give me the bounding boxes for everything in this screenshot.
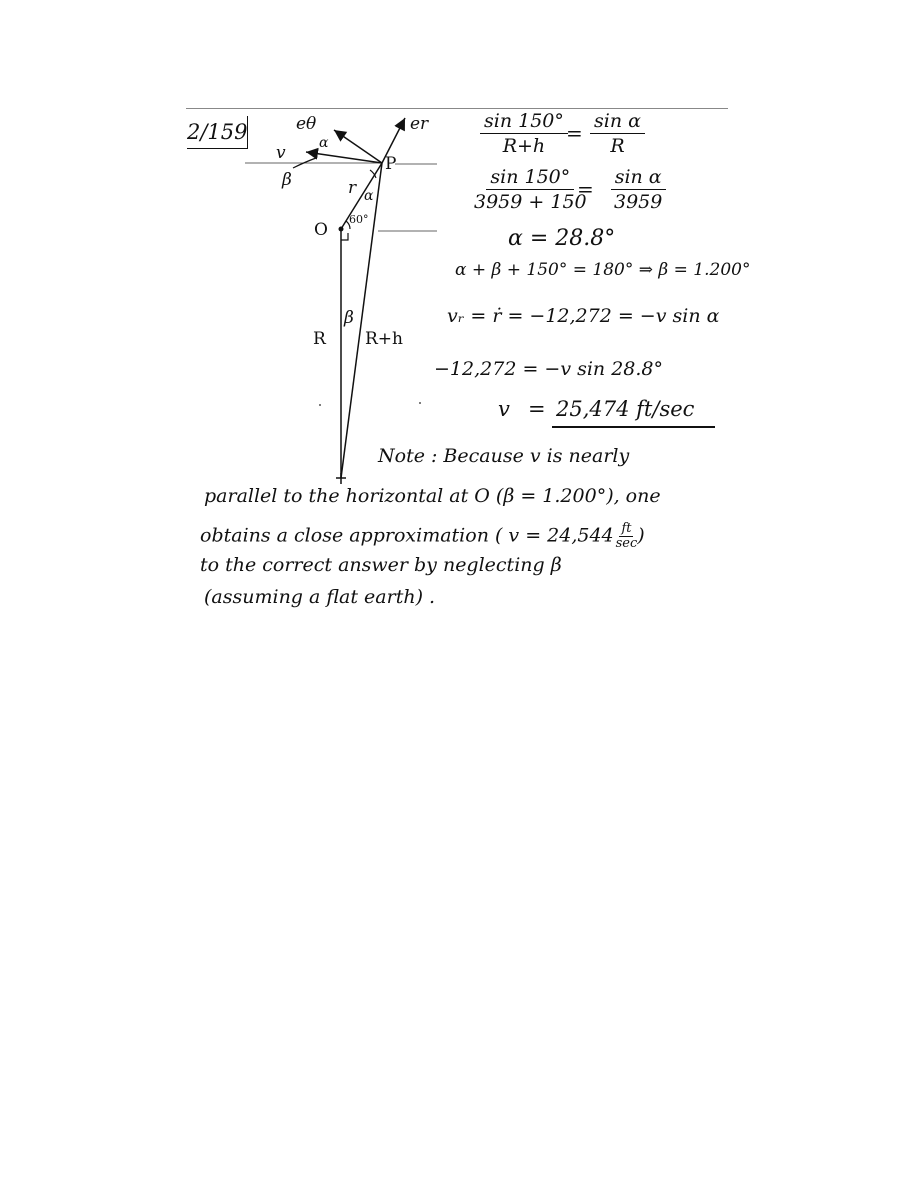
label-p: P: [385, 154, 397, 174]
e-theta-vector: [334, 130, 382, 163]
label-alpha-mid: α: [364, 188, 374, 204]
ratio2-left: [470, 165, 591, 214]
label-alpha-top: α: [319, 135, 329, 151]
label-o: O: [314, 220, 328, 240]
note-line-3-close: ): [637, 524, 645, 547]
answer-underline: [552, 426, 715, 428]
ratio2-right: [610, 165, 666, 214]
label-beta-mid: β: [344, 308, 354, 328]
ratio2-right-num: sin α: [611, 165, 666, 190]
label-beta-top: β: [282, 170, 292, 190]
ratio2-left-den: 3959 + 150: [474, 191, 587, 213]
label-r: r: [348, 178, 357, 198]
label-60-deg: 60°: [349, 213, 369, 226]
label-e-r: er: [410, 114, 429, 134]
ratio2-right-den: 3959: [614, 191, 663, 213]
note-line-1: Note : Because v is nearly: [378, 445, 630, 467]
note-line-5: (assuming a flat earth) .: [204, 586, 436, 608]
answer-value: 25,474 ft/sec: [556, 397, 695, 421]
speck: [419, 402, 421, 404]
ratio1-left-den: R+h: [502, 135, 546, 157]
ratio1-right-den: R: [610, 135, 625, 157]
answer-equals: =: [528, 397, 546, 421]
answer-lhs: v: [498, 397, 510, 421]
label-R-plus-h: R+h: [365, 329, 403, 349]
vr-eq: vᵣ = ṙ = −12,272 = −v sin α: [447, 305, 720, 327]
fraction-den: sec: [615, 536, 638, 551]
ratio2-equals: =: [577, 177, 594, 201]
note-line-3-text: obtains a close approximation ( v = 24,544: [200, 524, 614, 547]
ft-per-sec-fraction: [616, 522, 638, 551]
ratio2-left-num: sin 150°: [486, 165, 574, 190]
ratio1-left-num: sin 150°: [480, 109, 568, 134]
fraction-num: ft: [621, 521, 632, 536]
ratio1-left: [480, 109, 568, 158]
label-v: v: [276, 143, 286, 163]
point-o-dot: [339, 227, 344, 232]
label-e-theta: eθ: [296, 114, 317, 134]
ratio1-right-num: sin α: [590, 109, 645, 134]
note-line-3: [200, 522, 645, 551]
ratio1-equals: =: [566, 121, 583, 145]
note-line-2: parallel to the horizontal at O (β = 1.200°), one: [204, 485, 661, 507]
label-R: R: [313, 329, 326, 349]
speck: [319, 404, 321, 406]
problem-number: 2/159: [187, 116, 248, 149]
right-angle-mark: [341, 233, 348, 240]
ratio1-right: [590, 109, 645, 158]
beta-sum-eq: α + β + 150° = 180° ⇒ β = 1.200°: [455, 260, 751, 280]
note-line-4: to the correct answer by neglecting β: [200, 554, 562, 576]
alpha-result: α = 28.8°: [508, 226, 616, 251]
velocity-vector: [306, 152, 382, 163]
v-eq: −12,272 = −v sin 28.8°: [434, 358, 664, 380]
